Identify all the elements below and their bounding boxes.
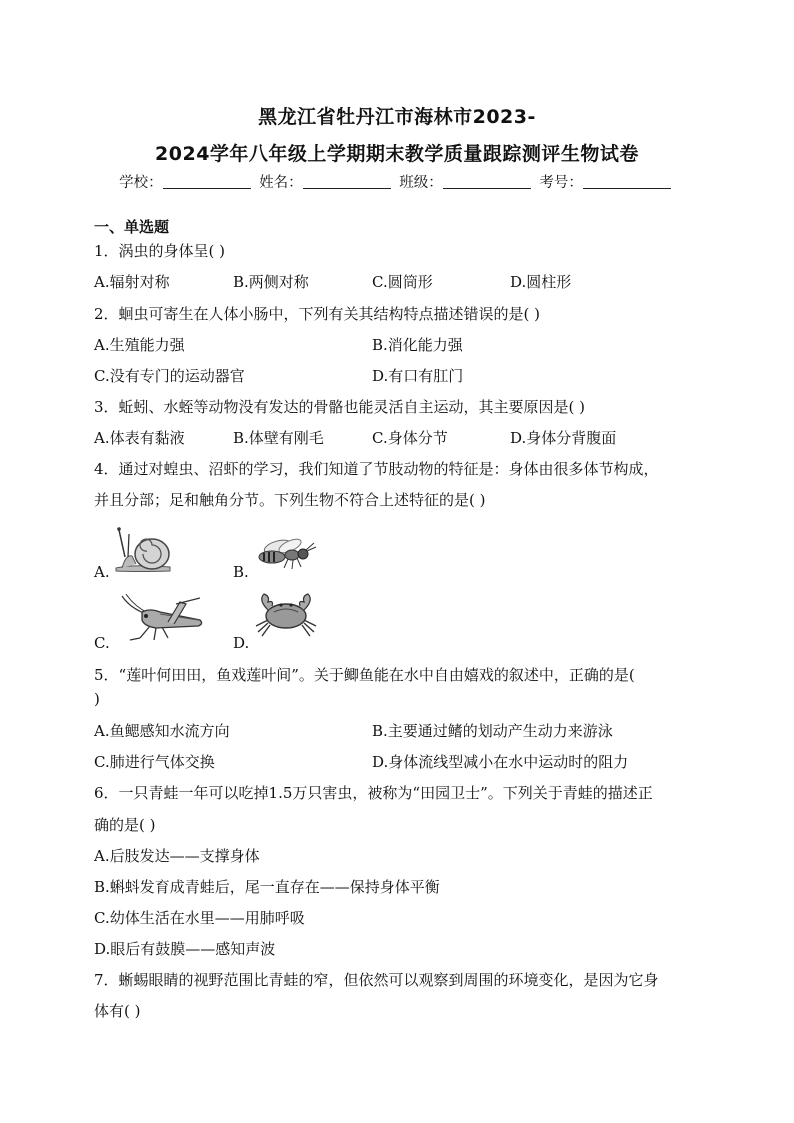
- bee-icon: [254, 537, 320, 571]
- q5-stem-line-2: ): [94, 690, 100, 708]
- q1-stem: 1．涡虫的身体呈( ): [94, 242, 226, 260]
- q6-option-b: B.蝌蚪发育成青蛙后，尾一直存在——保持身体平衡: [94, 878, 440, 896]
- q1-option-b: B.两侧对称: [233, 273, 309, 291]
- name-blank: [303, 174, 391, 189]
- q6-option-d: D.眼后有鼓膜——感知声波: [94, 940, 276, 958]
- crab-icon: [250, 590, 322, 638]
- q1-option-d: D.圆柱形: [510, 273, 572, 291]
- q2-option-d: D.有口有肛门: [372, 367, 464, 385]
- grasshopper-icon: [116, 594, 208, 642]
- name-label: 姓名：: [259, 175, 303, 191]
- q5-option-a: A.鱼鳃感知水流方向: [94, 722, 230, 740]
- q6-stem-line-1: 6．一只青蛙一年可以吃掉1.5万只害虫，被称为“田园卫士”。下列关于青蛙的描述正: [94, 784, 653, 802]
- id-blank: [583, 174, 671, 189]
- q3-option-a: A.体表有黏液: [94, 429, 185, 447]
- student-info-row: [0, 171, 794, 192]
- q5-stem-line-1: 5．“莲叶何田田，鱼戏莲叶间”。关于鲫鱼能在水中自由嬉戏的叙述中，正确的是(: [94, 666, 635, 684]
- q4-option-a-label: A.: [94, 563, 110, 581]
- q2-option-b: B.消化能力强: [372, 336, 463, 354]
- q4-option-b-label: B.: [233, 563, 249, 581]
- q4-option-d-label: D.: [233, 634, 250, 652]
- q4-stem-line-1: 4．通过对蝗虫、沼虾的学习，我们知道了节肢动物的特征是：身体由很多体节构成，: [94, 460, 659, 478]
- q3-option-b: B.体壁有刚毛: [233, 429, 324, 447]
- q7-stem-line-1: 7．蜥蜴眼睛的视野范围比青蛙的窄，但依然可以观察到周围的环境变化，是因为它身: [94, 971, 659, 989]
- section-heading: 一、单选题: [94, 218, 170, 236]
- q4-stem-line-2: 并且分部；足和触角分节。下列生物不符合上述特征的是( ): [94, 491, 486, 509]
- q7-stem-line-2: 体有( ): [94, 1002, 141, 1020]
- title-line-1: 黑龙江省牡丹江市海林市2023-: [258, 106, 536, 128]
- class-blank: [443, 174, 531, 189]
- q1-option-c: C.圆筒形: [372, 273, 433, 291]
- q2-stem: 2．蛔虫可寄生在人体小肠中，下列有关其结构特点描述错误的是( ): [94, 305, 541, 323]
- q4-option-c-label: C.: [94, 634, 110, 652]
- q5-option-b: B.主要通过鳍的划动产生动力来游泳: [372, 722, 613, 740]
- q3-option-c: C.身体分节: [372, 429, 448, 447]
- id-label: 考号：: [539, 175, 583, 191]
- school-blank: [163, 174, 251, 189]
- q5-option-d: D.身体流线型减小在水中运动时的阻力: [372, 753, 629, 771]
- school-label: 学校：: [119, 175, 163, 191]
- q5-option-c: C.肺进行气体交换: [94, 753, 215, 771]
- q3-option-d: D.身体分背腹面: [510, 429, 617, 447]
- q2-option-c: C.没有专门的运动器官: [94, 367, 245, 385]
- q2-option-a: A.生殖能力强: [94, 336, 185, 354]
- title-line-2: 2024学年八年级上学期期末教学质量跟踪测评生物试卷: [155, 143, 639, 165]
- snail-icon: [112, 524, 174, 574]
- q6-stem-line-2: 确的是( ): [94, 816, 156, 834]
- q3-stem: 3．蚯蚓、水蛭等动物没有发达的骨骼也能灵活自主运动，其主要原因是( ): [94, 398, 586, 416]
- q6-option-c: C.幼体生活在水里——用肺呼吸: [94, 909, 305, 927]
- q1-option-a: A.辐射对称: [94, 273, 170, 291]
- q6-option-a: A.后肢发达——支撑身体: [94, 847, 260, 865]
- class-label: 班级：: [399, 175, 443, 191]
